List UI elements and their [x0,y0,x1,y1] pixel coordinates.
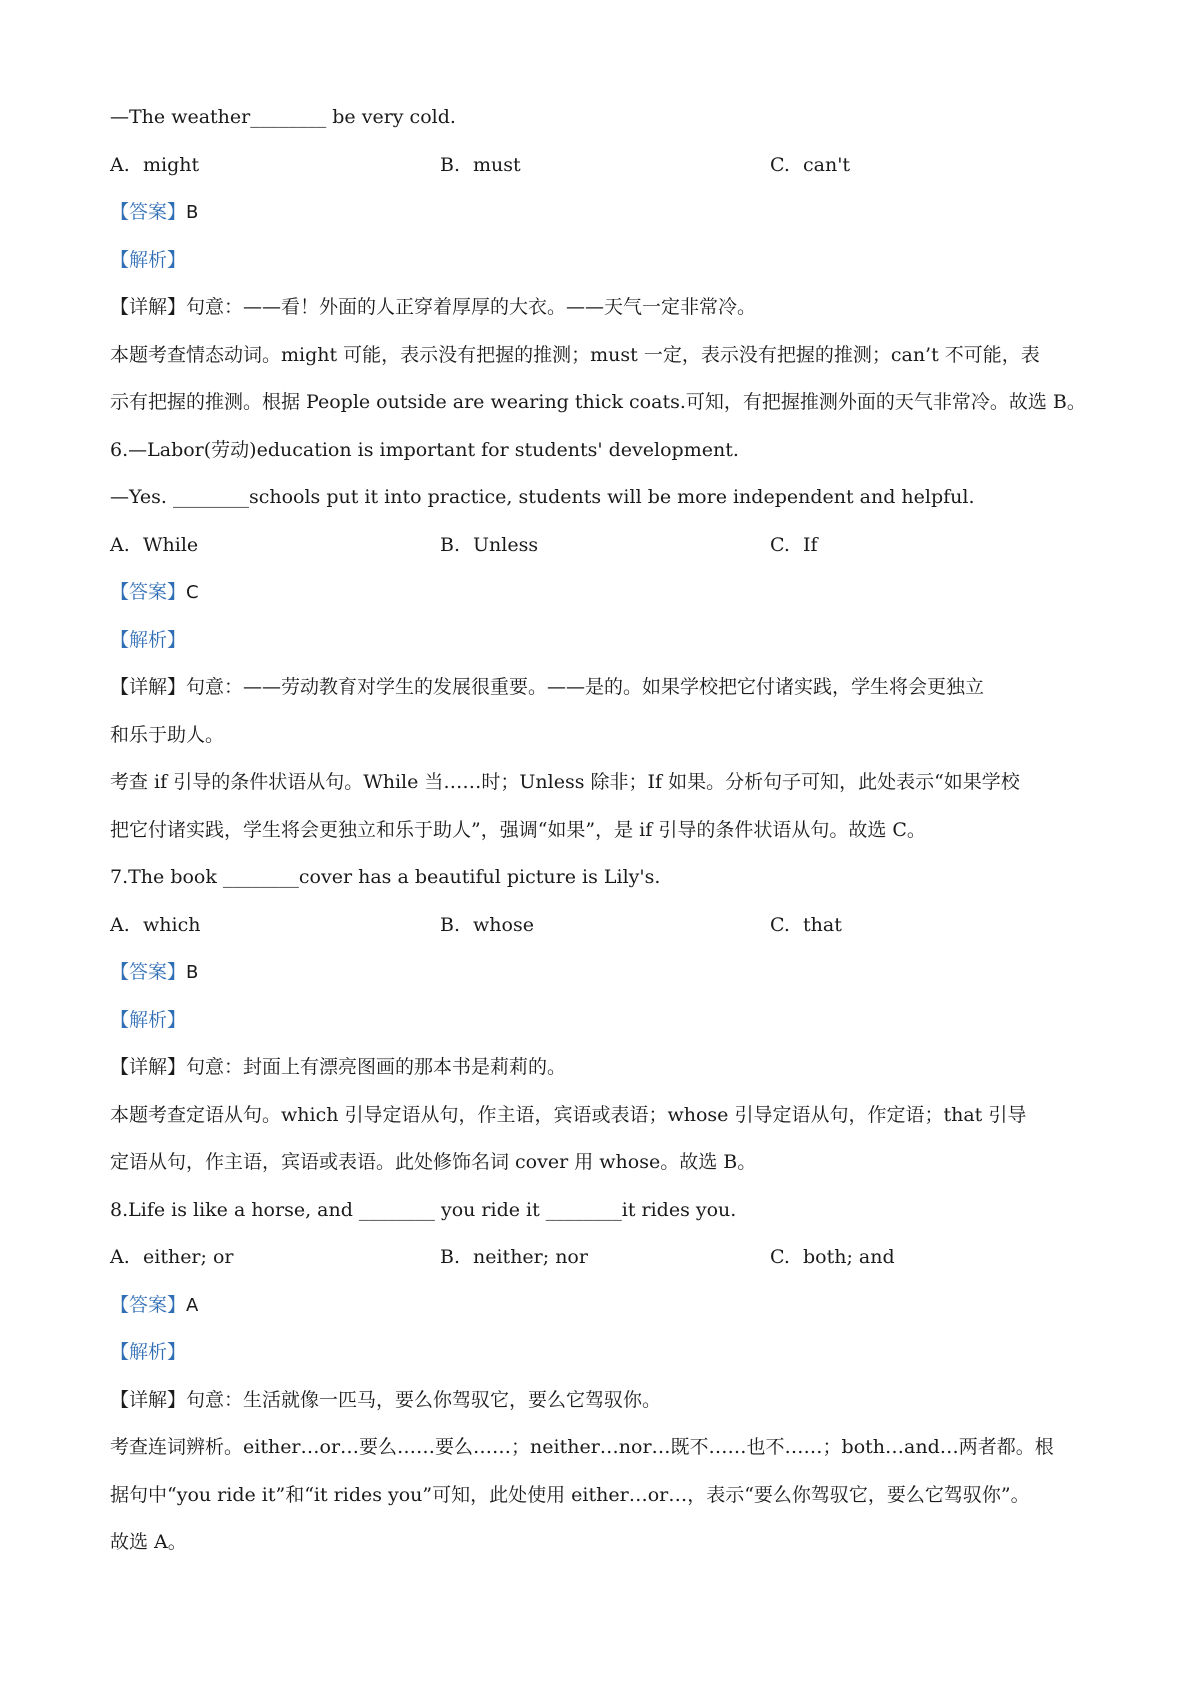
explanation-line: 考查 if 引导的条件状语从句。While 当……时；Unless 除非；If 如果。分析句子可知，此处表示“如果学校 [110,771,1020,793]
explanation-line: 故选 A。 [110,1531,187,1553]
analysis-tag: 【解析】 [110,1341,187,1363]
option-a [110,522,440,570]
detail-tag: 【详解】 [110,676,187,698]
option-text: whose [473,913,534,936]
explanation-line: 和乐于助人。 [110,723,225,746]
document-page [110,94,1100,1567]
detail-line [110,284,1100,332]
answer-value: B [186,962,199,983]
option-text: If [803,533,818,556]
answer-options [110,522,1100,570]
option-text: must [473,153,521,176]
answer-value: A [186,1294,199,1316]
option-letter: C. [770,533,790,556]
answer-line [110,1282,1100,1330]
question-stem-line: 7.The book ________cover has a beautiful picture is Lily's. [110,866,661,888]
option-a [110,1234,440,1282]
answer-value: C [186,582,199,603]
detail-text: 句意：——看！外面的人正穿着厚厚的大衣。——天气一定非常冷。 [186,296,757,318]
option-letter: C. [770,913,790,936]
question-5 [110,94,1100,427]
option-text: that [803,913,842,936]
option-text: which [143,913,201,936]
explanation-line: 示有把握的推测。根据 People outside are wearing thick coats.可知，有把握推测外面的天气非常冷。故选 B。 [110,391,1086,413]
option-b [440,142,770,190]
option-letter: B. [440,913,461,936]
option-letter: A. [110,533,130,556]
option-letter: A. [110,913,130,936]
option-c [770,142,1100,190]
option-b [440,902,770,950]
answer-options [110,142,1100,190]
option-letter: B. [440,1246,461,1268]
option-text: might [143,153,200,176]
option-text: While [143,533,199,556]
answer-line [110,569,1100,617]
option-c [770,522,1100,570]
question-stem-line: —The weather________ be very cold. [110,106,456,128]
detail-tag: 【详解】 [110,1388,187,1411]
option-text: both; and [803,1246,895,1268]
detail-text: 句意：——劳动教育对学生的发展很重要。——是的。如果学校把它付诸实践，学生将会更独立 [186,676,985,698]
option-text: can't [803,153,851,176]
option-letter: B. [440,153,461,176]
option-text: either; or [143,1246,234,1268]
answer-line [110,189,1100,237]
answer-value: B [186,202,199,223]
explanation-line: 本题考查情态动词。might 可能，表示没有把握的推测；must 一定，表示没有把握的推测；can’t 不可能，表 [110,343,1040,366]
analysis-tag: 【解析】 [110,628,187,651]
answer-options [110,902,1100,950]
explanation-line: 定语从句，作主语，宾语或表语。此处修饰名词 cover 用 whose。故选 B。 [110,1151,757,1173]
option-letter: C. [770,1246,790,1268]
option-letter: B. [440,533,461,556]
option-letter: A. [110,1246,130,1268]
question-8 [110,1187,1100,1567]
detail-tag: 【详解】 [110,1056,187,1078]
explanation-line: 考查连词辨析。either…or…要么……要么……；neither…nor…既不……也不……；both…and…两者都。根 [110,1436,1054,1458]
option-letter: A. [110,153,130,176]
option-b [440,522,770,570]
detail-text: 句意：生活就像一匹马，要么你驾驭它，要么它驾驭你。 [186,1388,662,1411]
answer-tag: 【答案】 [110,961,187,983]
explanation-line: 把它付诸实践，学生将会更独立和乐于助人”，强调“如果”，是 if 引导的条件状语从句。故选 C。 [110,818,926,841]
option-a [110,902,440,950]
answer-options [110,1234,1100,1282]
question-stem-line: 8.Life is like a horse, and ________ you ride it ________it rides you. [110,1198,737,1221]
analysis-tag: 【解析】 [110,1008,187,1031]
option-c [770,1234,1100,1282]
option-letter: C. [770,153,790,176]
question-6 [110,427,1100,855]
detail-tag: 【详解】 [110,296,187,318]
explanation-line: 据句中“you ride it”和“it rides you”可知，此处使用 either…or…，表示“要么你驾驭它，要么它驾驭你”。 [110,1483,1030,1506]
answer-line [110,949,1100,997]
answer-tag: 【答案】 [110,581,187,603]
option-text: neither; nor [473,1246,588,1268]
answer-tag: 【答案】 [110,201,187,223]
analysis-tag: 【解析】 [110,248,187,271]
detail-line [110,1044,1100,1092]
question-7 [110,854,1100,1187]
option-a [110,142,440,190]
option-text: Unless [473,533,539,556]
detail-line [110,664,1100,712]
explanation-line: 本题考查定语从句。which 引导定语从句，作主语，宾语或表语；whose 引导定语从句，作定语；that 引导 [110,1103,1027,1126]
option-c [770,902,1100,950]
option-b [440,1234,770,1282]
detail-text: 句意：封面上有漂亮图画的那本书是莉莉的。 [186,1056,567,1078]
detail-line [110,1377,1100,1425]
question-stem-line: 6.—Labor(劳动)education is important for students' development. [110,438,739,461]
answer-tag: 【答案】 [110,1293,187,1316]
question-stem-line: —Yes. ________schools put it into practice, students will be more independent and helpful. [110,486,975,508]
